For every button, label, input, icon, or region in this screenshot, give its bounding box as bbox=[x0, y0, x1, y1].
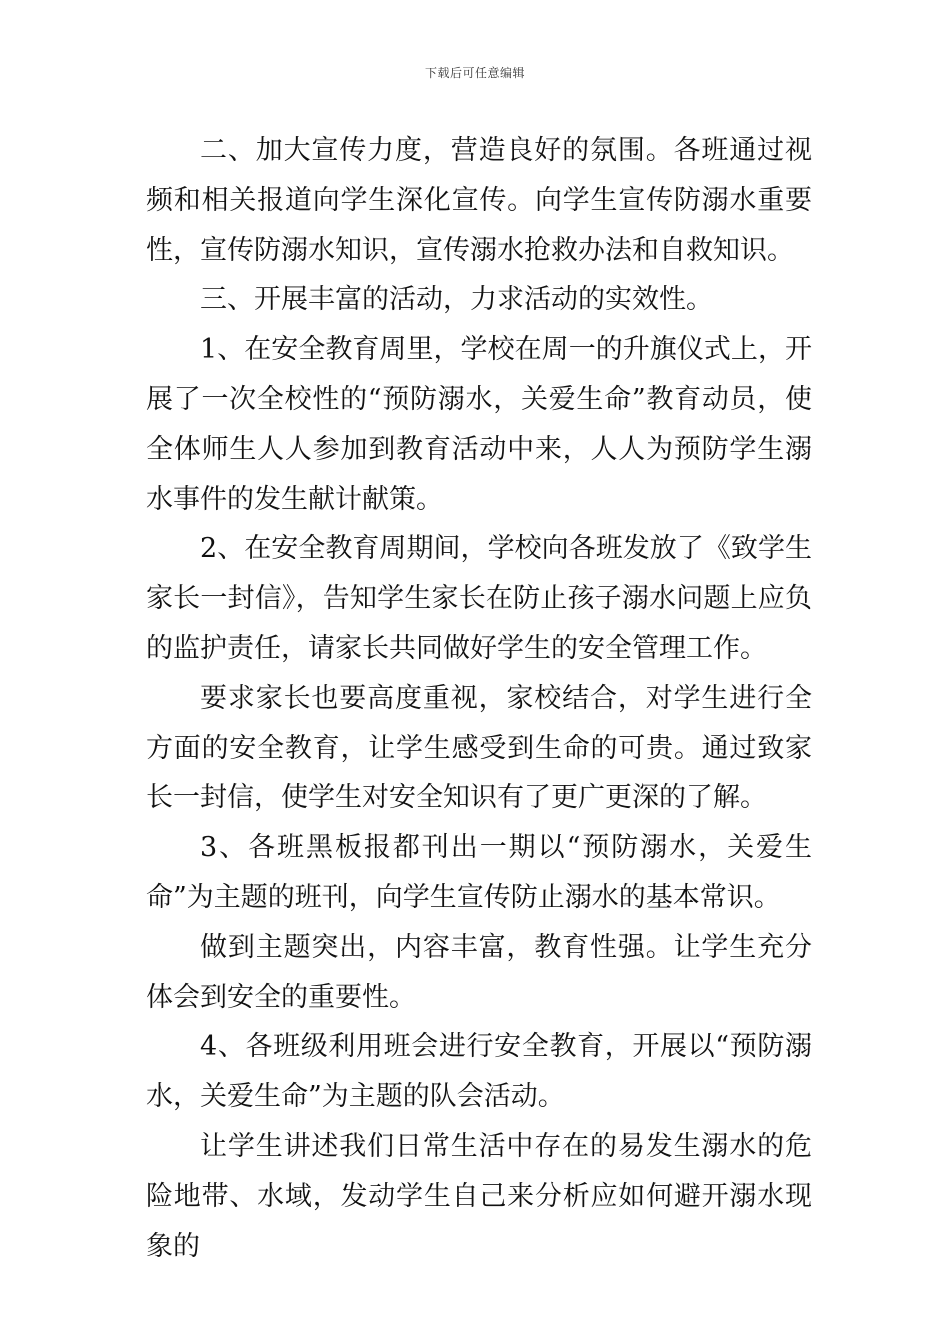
paragraph-activities-heading: 三、开展丰富的活动，力求活动的实效性。 bbox=[200, 284, 713, 316]
paragraph-item-4: 4、各班级利用班会进行安全教育，开展以“预防溺水，关爱生命”为主题的队会活动。 bbox=[146, 1031, 812, 1113]
paragraph-publicity: 二、加大宣传力度，营造良好的氛围。各班通过视频和相关报道向学生深化宣传。向学生宣传防溺水重要性，宣传防溺水知识，宣传溺水抢救办法和自救知识。 bbox=[146, 135, 812, 266]
page-header: 下载后可任意编辑 bbox=[424, 66, 525, 80]
paragraph-item-1: 1、在安全教育周里，学校在周一的升旗仪式上，开展了一次全校性的“预防溺水，关爱生命”教育动员，使全体师生人人参加到教育活动中来，人人为预防学生溺水事件的发生献计献策。 bbox=[146, 334, 812, 515]
document-body bbox=[146, 126, 812, 1271]
paragraph-students: 让学生讲述我们日常生活中存在的易发生溺水的危险地带、水域，发动学生自己来分析应如何避开溺水现象的 bbox=[146, 1130, 812, 1262]
paragraph-theme: 做到主题突出，内容丰富，教育性强。让学生充分体会到安全的重要性。 bbox=[146, 931, 812, 1013]
paragraph-parents: 要求家长也要高度重视，家校结合，对学生进行全方面的安全教育，让学生感受到生命的可贵。通过致家长一封信，使学生对安全知识有了更广更深的了解。 bbox=[146, 682, 812, 814]
paragraph-item-2: 2、在安全教育周期间，学校向各班发放了《致学生家长一封信》，告知学生家长在防止孩子溺水问题上应负的监护责任，请家长共同做好学生的安全管理工作。 bbox=[146, 533, 812, 664]
paragraph-item-3: 3、各班黑板报都刊出一期以“预防溺水，关爱生命”为主题的班刊，向学生宣传防止溺水的基本常识。 bbox=[146, 832, 812, 913]
